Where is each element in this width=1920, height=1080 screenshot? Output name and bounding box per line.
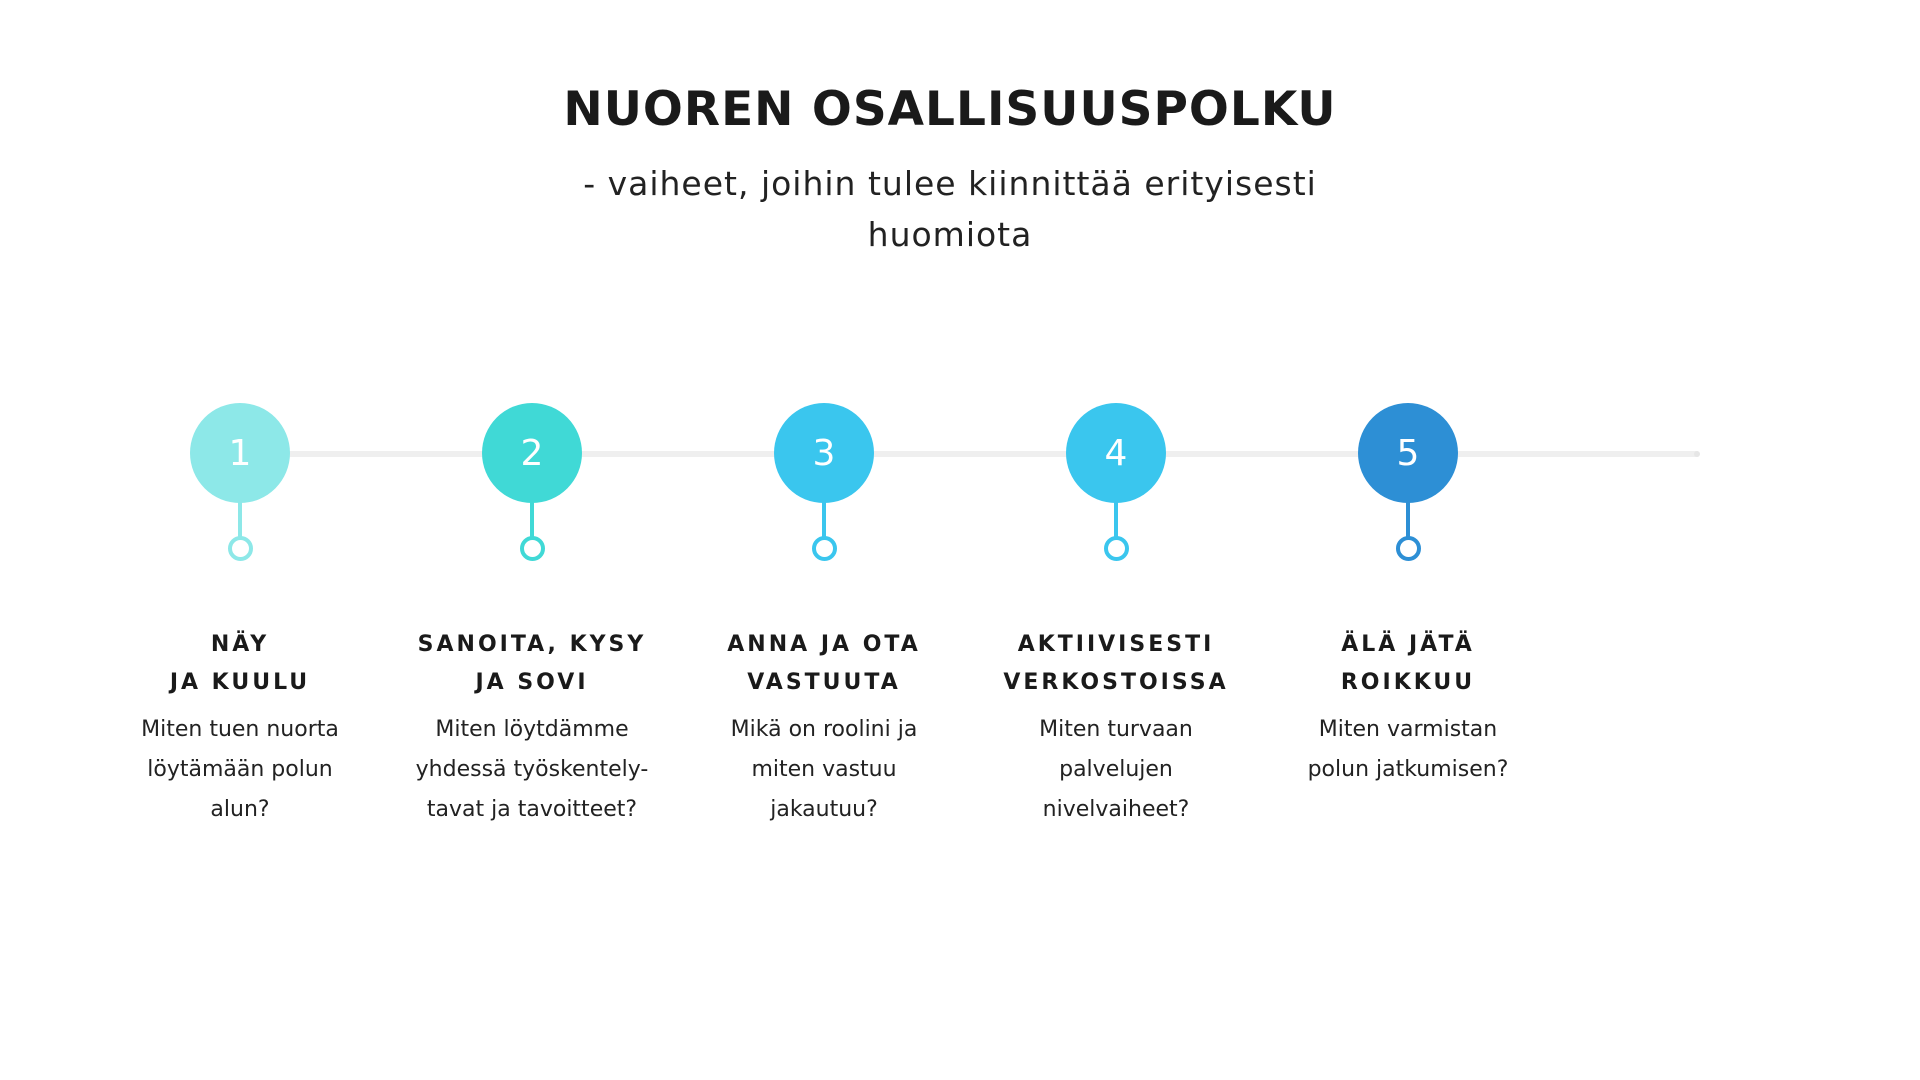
step-heading <box>986 626 1246 702</box>
subtitle-line: huomiota <box>867 215 1033 254</box>
step-heading-line: JA KUULU <box>169 670 311 695</box>
step-heading <box>110 626 370 702</box>
step-description-line: Mikä on roolini ja <box>730 717 918 742</box>
step-heading <box>1278 626 1538 702</box>
step-description-line: nivelvaiheet? <box>1042 797 1190 822</box>
step-description <box>1278 710 1538 790</box>
step-description-line: Miten varmistan <box>1318 717 1498 742</box>
step-connector <box>530 502 534 537</box>
step-heading-line: VERKOSTOISSA <box>1003 670 1229 695</box>
step-heading-line: JA SOVI <box>475 670 589 695</box>
step-number: 1 <box>228 432 252 474</box>
step-heading-line: VASTUUTA <box>747 670 901 695</box>
step-description-line: Miten tuen nuorta <box>141 717 339 742</box>
diagram-title: NUOREN OSALLISUUSPOLKU <box>563 82 1337 137</box>
step-description-line: Miten löytdämme <box>435 717 629 742</box>
step-node <box>520 536 545 561</box>
step-description-line: löytämään polun <box>147 757 333 782</box>
step-number: 3 <box>812 432 836 474</box>
step-connector <box>1406 502 1410 537</box>
step-number-circle <box>1066 403 1166 503</box>
step-node <box>1104 536 1129 561</box>
step-node <box>228 536 253 561</box>
subtitle-line: - vaiheet, joihin tulee kiinnittää erityisesti <box>583 164 1317 203</box>
step-description-line: yhdessä työskentely- <box>415 757 649 782</box>
step-description-line: alun? <box>210 797 270 822</box>
step-description <box>110 710 370 830</box>
step-description-line: Miten turvaan <box>1039 717 1193 742</box>
step-heading-line: ANNA JA OTA <box>727 632 921 657</box>
step-description-line: miten vastuu <box>751 757 897 782</box>
step-description <box>402 710 662 830</box>
step-connector <box>822 502 826 537</box>
step-description <box>694 710 954 830</box>
step-connector <box>238 502 242 537</box>
step-node <box>812 536 837 561</box>
step-description-line: polun jatkumisen? <box>1307 757 1509 782</box>
step-number-circle <box>482 403 582 503</box>
step-heading <box>694 626 954 702</box>
step-heading-line: AKTIIVISESTI <box>1017 632 1215 657</box>
step-number: 5 <box>1396 432 1420 474</box>
step-heading-line: ROIKKUU <box>1340 670 1476 695</box>
step-number: 2 <box>520 432 544 474</box>
step-description-line: jakautuu? <box>770 797 878 822</box>
step-connector <box>1114 502 1118 537</box>
step-description-line: tavat ja tavoitteet? <box>426 797 638 822</box>
step-number-circle <box>190 403 290 503</box>
step-heading-line: SANOITA, KYSY <box>417 632 647 657</box>
diagram-subtitle <box>560 158 1340 260</box>
step-number-circle <box>774 403 874 503</box>
timeline-track <box>236 451 1698 457</box>
step-description <box>986 710 1246 830</box>
step-heading <box>402 626 662 702</box>
step-number: 4 <box>1104 432 1128 474</box>
timeline-track-end <box>1694 451 1700 457</box>
step-heading-line: ÄLÄ JÄTÄ <box>1341 632 1475 657</box>
step-heading-line: NÄY <box>210 632 270 657</box>
step-description-line: palvelujen <box>1059 757 1173 782</box>
step-node <box>1396 536 1421 561</box>
step-number-circle <box>1358 403 1458 503</box>
